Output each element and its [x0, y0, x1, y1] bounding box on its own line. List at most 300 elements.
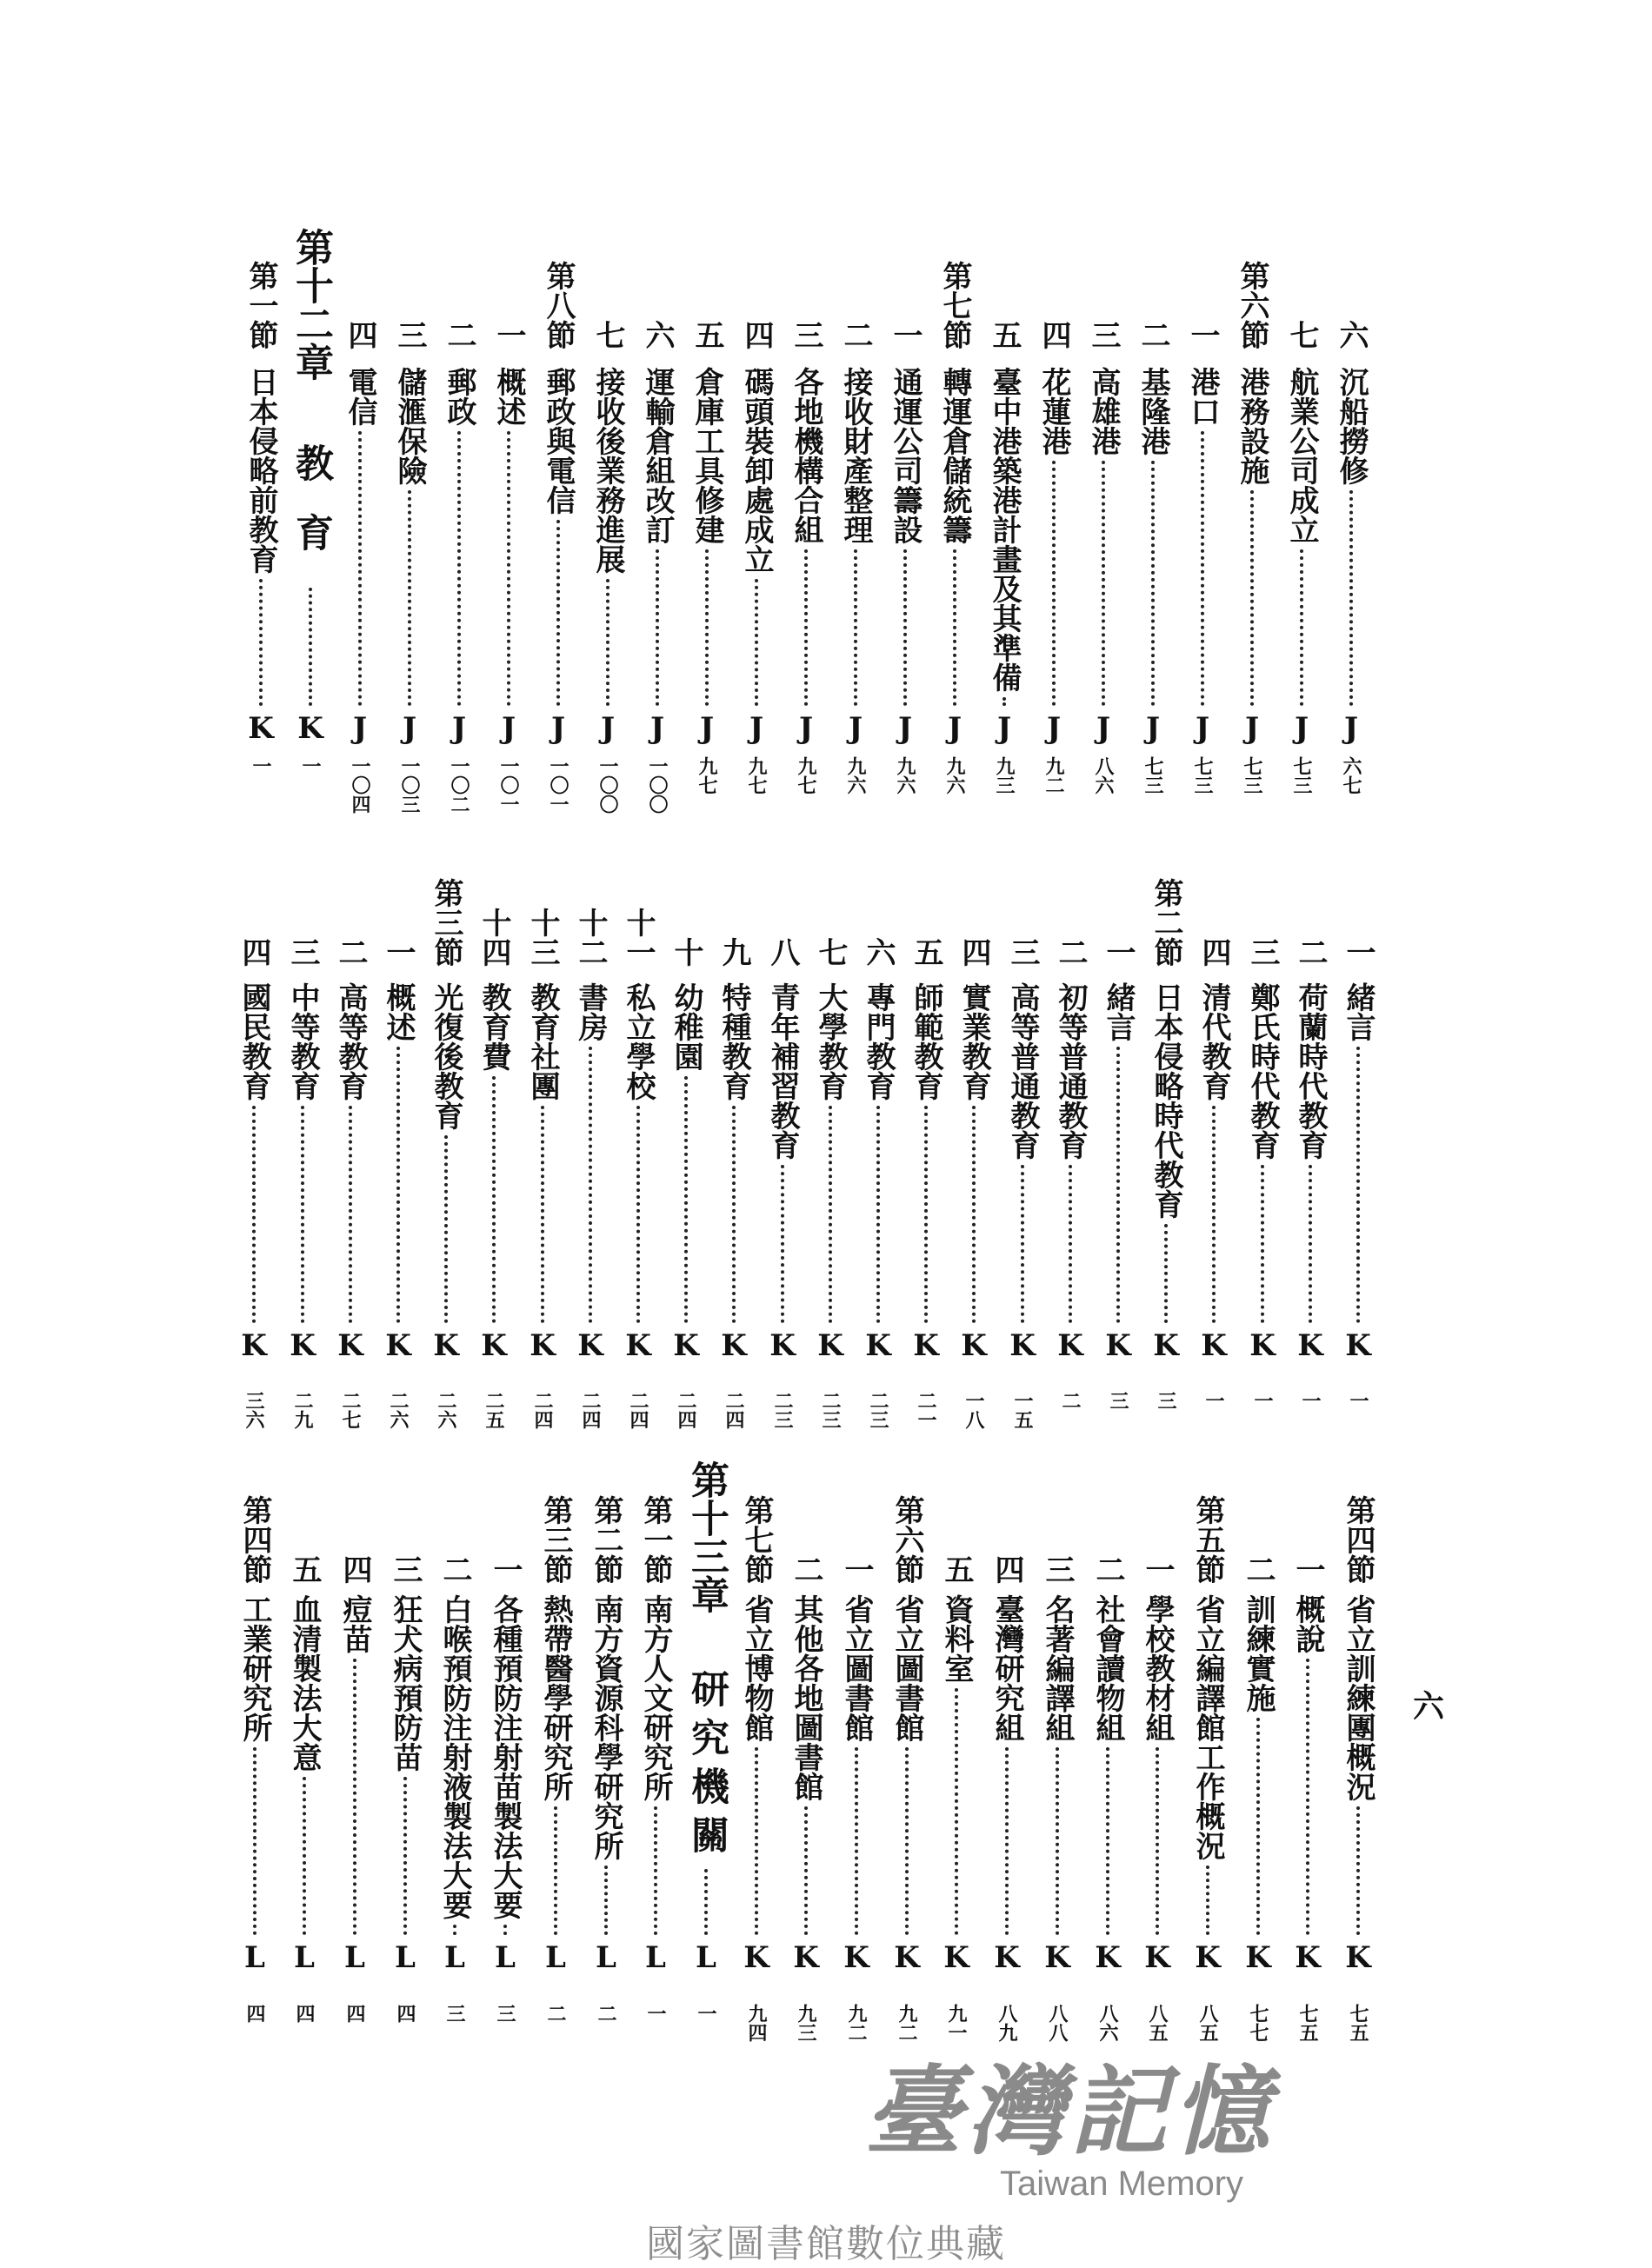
entry-number	[472, 908, 516, 967]
page-ref	[1136, 2004, 1179, 2042]
entry-number	[634, 1495, 677, 1584]
entry-number	[933, 261, 976, 349]
entry-title: 工業研究所	[237, 1594, 272, 1742]
entry-number	[1230, 261, 1274, 349]
page-ref	[1082, 756, 1125, 795]
chapter-heading	[684, 1460, 728, 1613]
entry-body	[487, 367, 530, 746]
entry-title: 省立博物館	[739, 1594, 774, 1742]
entry-body	[712, 982, 756, 1363]
page-ref-number: 一〇一	[547, 756, 570, 814]
entry-number	[1181, 320, 1224, 349]
entry-marker: 三	[392, 320, 427, 349]
page-ref	[1286, 2004, 1329, 2042]
entry-marker: 三	[1040, 1554, 1075, 1584]
part-letter: L	[344, 1940, 365, 1975]
entry-title: 熱帶醫學研究所	[538, 1594, 573, 1801]
page-ref	[376, 1391, 420, 1429]
page-ref	[784, 756, 828, 795]
page-ref	[983, 756, 1026, 795]
dot-leader	[556, 520, 560, 706]
entry-marker: 二	[1090, 1554, 1125, 1584]
entry-title: 各種預防注射苗製法大要	[488, 1594, 523, 1919]
dot-leader	[408, 490, 411, 706]
page-ref-number: 四	[343, 2004, 366, 2023]
page-ref-number: 二	[544, 2004, 567, 2023]
part-letter: J	[749, 711, 764, 746]
page-ref	[424, 1391, 468, 1429]
dot-leader	[972, 1106, 976, 1323]
dot-leader	[704, 1869, 708, 1935]
dot-leader	[755, 579, 758, 706]
entry-number	[483, 1554, 527, 1584]
entry-title: 其他各地圖書館	[789, 1594, 823, 1801]
dot-leader	[636, 1106, 640, 1323]
page-ref	[809, 1391, 852, 1429]
page-ref	[1329, 756, 1373, 795]
entry-body	[684, 1669, 728, 1975]
page-ref-number: 一五	[1011, 1391, 1034, 1429]
entry-marker: 第六節	[1235, 261, 1269, 349]
entry-number	[232, 937, 276, 967]
page-ref	[388, 756, 431, 814]
page-ref	[483, 2004, 527, 2023]
dot-leader	[924, 1106, 928, 1323]
part-letter: K	[433, 1328, 459, 1363]
page-ref-number: 三	[1155, 1391, 1177, 1410]
part-letter: K	[297, 711, 323, 746]
entry-number	[685, 320, 729, 349]
dot-leader	[589, 1047, 592, 1323]
page-ref	[232, 1391, 276, 1429]
page-ref	[1144, 1391, 1188, 1410]
entry-marker: 十三	[525, 908, 560, 967]
entry-body	[1329, 367, 1373, 746]
page-ref	[569, 1391, 612, 1429]
dot-leader	[905, 1747, 909, 1935]
entry-number	[712, 937, 756, 967]
entry-marker: 一	[1341, 937, 1376, 967]
entry-marker: 第十二章	[289, 228, 333, 381]
entry-body	[1241, 982, 1284, 1363]
entry-marker: 三	[789, 320, 823, 349]
entry-body	[1001, 982, 1044, 1363]
entry-body	[586, 367, 629, 746]
entry-body	[1192, 982, 1236, 1363]
entry-title: 高等教育	[333, 982, 368, 1101]
entry-marker: 七	[813, 937, 848, 967]
entry-body	[885, 1594, 929, 1975]
dot-leader	[1349, 490, 1353, 706]
dot-leader	[804, 549, 808, 706]
dot-leader	[1261, 1165, 1264, 1323]
page-ref-number: 二三	[867, 1391, 889, 1429]
part-letter: L	[495, 1940, 516, 1975]
page-ref	[784, 2004, 828, 2042]
entry-body	[239, 367, 283, 746]
entry-number	[1032, 320, 1076, 349]
page-ref-number: 九四	[745, 2004, 768, 2042]
entry-marker: 十二	[573, 908, 608, 967]
entry-number	[383, 1554, 427, 1584]
part-letter: K	[241, 1328, 267, 1363]
page-ref-number: 七五	[1347, 2004, 1369, 2042]
part-letter: K	[1297, 1328, 1323, 1363]
part-letter: J	[699, 711, 715, 746]
page-ref-number: 八九	[996, 2004, 1018, 2042]
page-ref	[1289, 1391, 1332, 1410]
dot-leader	[1156, 1747, 1159, 1935]
entry-marker: 一	[1185, 320, 1220, 349]
entry-body	[283, 1594, 326, 1975]
entry-marker: 四	[989, 1554, 1024, 1584]
entry-body	[1286, 1594, 1329, 1975]
dot-leader	[554, 1806, 557, 1935]
page-ref-number: 一	[250, 756, 272, 775]
page-ref-number: 二四	[579, 1391, 602, 1429]
entry-marker: 五	[287, 1554, 322, 1584]
entry-title: 碼頭裝卸處成立	[739, 367, 774, 574]
page-ref-number: 九三	[993, 756, 1016, 795]
page-ref-number: 二九	[291, 1391, 314, 1429]
dot-leader	[1164, 1224, 1168, 1323]
page-ref	[835, 2004, 878, 2042]
entry-title: 臺灣研究組	[989, 1594, 1024, 1742]
dot-leader	[955, 1688, 958, 1935]
entry-number	[1236, 1554, 1280, 1584]
entry-marker: 第一節	[243, 261, 278, 349]
entry-title: 狂犬病預防苗	[388, 1594, 423, 1772]
entry-body	[634, 1594, 677, 1975]
dot-leader	[259, 579, 263, 706]
part-letter: L	[696, 1940, 716, 1975]
entry-marker: 五	[987, 320, 1022, 349]
part-letter: J	[501, 711, 516, 746]
entry-marker: 三	[1005, 937, 1040, 967]
part-letter: K	[1245, 1940, 1271, 1975]
entry-marker: 七	[1284, 320, 1319, 349]
entry-body	[333, 1594, 376, 1975]
dot-leader	[1052, 461, 1056, 706]
entry-body	[383, 1594, 427, 1975]
entry-body	[904, 982, 948, 1363]
page-ref	[834, 756, 877, 795]
entry-number	[1241, 937, 1284, 967]
part-letter: K	[721, 1328, 747, 1363]
page-ref-number: 一〇三	[398, 756, 421, 814]
page-ref	[616, 1391, 660, 1429]
dot-leader	[684, 1076, 688, 1323]
dot-leader	[301, 1106, 304, 1323]
entry-body	[1336, 1594, 1380, 1975]
page-ref-number: 三	[1107, 1391, 1129, 1410]
page-ref-number: 二五	[483, 1391, 505, 1429]
part-letter: K	[769, 1328, 796, 1363]
entry-body	[983, 367, 1026, 746]
entry-body	[376, 982, 420, 1363]
part-letter: J	[1145, 711, 1161, 746]
entry-title: 名著編譯組	[1040, 1594, 1075, 1742]
entry-marker: 一	[1140, 1554, 1175, 1584]
part-letter: K	[385, 1328, 411, 1363]
dot-leader	[252, 1106, 256, 1323]
entry-marker: 第三節	[538, 1495, 573, 1584]
page-ref-number: 二四	[531, 1391, 554, 1429]
dot-leader	[492, 1076, 496, 1323]
entry-marker: 第二節	[1149, 878, 1183, 967]
entry-marker: 三	[1086, 320, 1121, 349]
entry-number	[883, 320, 927, 349]
entry-title: 省立訓練團概況	[1341, 1594, 1376, 1801]
dot-leader	[855, 1747, 858, 1935]
entry-body	[809, 982, 852, 1363]
page-ref	[1032, 756, 1076, 795]
dot-leader	[1300, 549, 1303, 706]
footer-credit: 國家圖書館數位典藏	[646, 2222, 1006, 2266]
entry-marker: 三	[1245, 937, 1280, 967]
dot-leader	[1206, 1866, 1209, 1935]
dot-leader	[1116, 1047, 1120, 1323]
page-ref-number: 八六	[1096, 2004, 1119, 2042]
entry-number	[1186, 1495, 1229, 1584]
page-ref	[883, 756, 927, 795]
entry-marker: 四	[236, 937, 271, 967]
entry-title: 概述	[381, 982, 416, 1041]
entry-body	[1181, 367, 1224, 746]
page-ref-number: 一八	[963, 1391, 985, 1429]
part-letter: J	[1046, 711, 1062, 746]
entry-title: 日本侵略前教育	[243, 367, 278, 574]
page-ref	[735, 2004, 778, 2042]
entry-number	[437, 320, 481, 349]
entry-marker: 二	[838, 320, 873, 349]
part-letter: K	[1044, 1940, 1070, 1975]
page-ref-number: 九六	[894, 756, 916, 795]
page-ref-number: 二七	[339, 1391, 362, 1429]
page-ref-number: 八六	[1092, 756, 1115, 795]
page-ref-number: 九三	[795, 2004, 817, 2042]
dot-leader	[829, 1106, 832, 1323]
page-ref	[383, 2004, 427, 2023]
part-letter: J	[798, 711, 814, 746]
entry-marker: 五	[689, 320, 724, 349]
entry-number	[664, 937, 708, 967]
entry-body	[784, 367, 828, 746]
entry-title: 初等普通教育	[1053, 982, 1088, 1160]
page-ref	[761, 1391, 804, 1429]
entry-body	[616, 982, 660, 1363]
part-letter: J	[550, 711, 566, 746]
entry-title: 基隆港	[1136, 367, 1170, 456]
part-letter: L	[294, 1940, 315, 1975]
entry-number	[1192, 937, 1236, 967]
part-letter: K	[793, 1940, 819, 1975]
dot-leader	[507, 431, 510, 706]
part-letter: K	[673, 1328, 699, 1363]
page-ref	[239, 756, 283, 775]
part-letter: K	[1105, 1328, 1131, 1363]
dot-leader	[457, 431, 461, 706]
entry-body	[424, 982, 468, 1363]
entry-number	[433, 1554, 476, 1584]
page-ref-number: 二	[1059, 1391, 1082, 1410]
part-letter: L	[596, 1940, 616, 1975]
entry-body	[1136, 1594, 1179, 1975]
part-letter: K	[1201, 1328, 1227, 1363]
entry-number	[735, 320, 778, 349]
entry-number	[1082, 320, 1125, 349]
dot-leader	[1151, 461, 1155, 706]
page-ref	[1336, 1391, 1380, 1410]
page-ref	[1230, 756, 1274, 795]
entry-body	[584, 1594, 628, 1975]
part-letter: K	[1345, 1328, 1371, 1363]
entry-title: 南方人文研究所	[638, 1594, 673, 1801]
entry-title: 私立學校	[621, 982, 656, 1101]
entry-title: 鄭氏時代教育	[1245, 982, 1280, 1160]
entry-title: 高等普通教育	[1005, 982, 1040, 1160]
entry-number	[586, 320, 629, 349]
entry-marker: 四	[337, 1554, 372, 1584]
page-ref	[1036, 2004, 1079, 2042]
entry-title: 實業教育	[956, 982, 991, 1101]
entry-title: 接收財產整理	[838, 367, 873, 544]
entry-number	[952, 937, 996, 967]
part-letter: K	[1095, 1940, 1121, 1975]
part-letter: K	[943, 1940, 969, 1975]
page-ref	[636, 756, 679, 814]
page-ref-number: 二三	[771, 1391, 794, 1429]
page-ref-number: 一〇一	[497, 756, 520, 814]
entry-body	[636, 367, 679, 746]
part-letter: J	[947, 711, 963, 746]
page-ref	[634, 2004, 677, 2023]
entry-marker: 十一	[621, 908, 656, 967]
part-letter: J	[600, 711, 616, 746]
dot-leader	[604, 1866, 608, 1935]
entry-body	[1096, 982, 1140, 1363]
dot-leader	[1356, 1806, 1360, 1935]
entry-number	[835, 1554, 878, 1584]
page-ref	[1241, 1391, 1284, 1410]
entry-title: 研究機關	[684, 1669, 729, 1864]
entry-title: 教育社團	[525, 982, 560, 1101]
entry-body	[735, 367, 778, 746]
entry-title: 花蓮港	[1036, 367, 1071, 456]
page-ref	[1001, 1391, 1044, 1429]
entry-body	[437, 367, 481, 746]
page-ref-number: 七三	[1191, 756, 1214, 795]
entry-title: 教育費	[476, 982, 511, 1071]
dot-leader	[1256, 1718, 1260, 1935]
entry-number	[233, 1495, 276, 1584]
page-ref	[1086, 2004, 1129, 2042]
entry-marker: 第十三章	[684, 1460, 729, 1613]
page-ref-number: 九一	[945, 2004, 968, 2042]
page-ref-number: 二六	[387, 1391, 410, 1429]
entry-number	[935, 1554, 978, 1584]
page-ref-number: 九七	[795, 756, 817, 795]
entry-title: 電信	[343, 367, 377, 426]
part-letter: K	[1009, 1328, 1036, 1363]
watermark-logo	[826, 2055, 1313, 2203]
entry-number	[239, 261, 283, 349]
page-ref	[534, 2004, 577, 2023]
entry-title: 大學教育	[813, 982, 848, 1101]
dot-leader	[804, 1806, 808, 1935]
entry-body	[338, 367, 382, 746]
entry-title: 省立圖書館	[889, 1594, 924, 1742]
dot-leader	[1201, 431, 1204, 706]
entry-title: 痘苗	[337, 1594, 372, 1653]
entry-marker: 四	[1196, 937, 1231, 967]
part-letter: L	[645, 1940, 666, 1975]
entry-title: 通運公司籌設	[888, 367, 923, 544]
entry-body	[761, 982, 804, 1363]
entry-body	[472, 982, 516, 1363]
page-ref	[437, 756, 481, 814]
dot-leader	[755, 1747, 758, 1935]
page-ref	[233, 2004, 276, 2023]
entry-marker: 第一節	[638, 1495, 673, 1584]
entry-number	[1289, 937, 1332, 967]
page-ref	[685, 756, 729, 795]
part-letter: K	[894, 1940, 920, 1975]
entry-marker: 十四	[476, 908, 511, 967]
page-ref-number: 一	[1202, 1391, 1225, 1410]
page-ref-number: 二四	[627, 1391, 649, 1429]
entry-title: 各地機構合組	[789, 367, 823, 544]
dot-leader	[654, 1806, 657, 1935]
part-letter: K	[994, 1940, 1020, 1975]
part-letter: K	[1249, 1328, 1276, 1363]
entry-title: 荷蘭時代教育	[1293, 982, 1328, 1160]
entry-body	[1280, 367, 1323, 746]
entry-marker: 五	[909, 937, 943, 967]
dot-leader	[1356, 1047, 1360, 1323]
entry-marker: 第四節	[1341, 1495, 1376, 1584]
entry-marker: 六	[640, 320, 675, 349]
page-ref-number: 三	[494, 2004, 516, 2023]
entry-number	[1036, 1554, 1079, 1584]
entry-marker: 二	[1136, 320, 1170, 349]
entry-title: 倉庫工具修建	[689, 367, 724, 544]
part-letter: K	[1144, 1940, 1170, 1975]
part-letter: K	[1345, 1940, 1371, 1975]
page-ref-number: 四	[394, 2004, 416, 2023]
page-ref-number: 一	[1251, 1391, 1274, 1410]
entry-marker: 一	[381, 937, 416, 967]
entry-body	[1230, 367, 1274, 746]
dot-leader	[303, 1777, 306, 1935]
dot-leader	[732, 1106, 736, 1323]
page-ref	[584, 2004, 628, 2023]
entry-body	[1082, 367, 1125, 746]
entry-body	[985, 1594, 1029, 1975]
page-ref-number: 二三	[819, 1391, 842, 1429]
dot-leader	[403, 1777, 407, 1935]
entry-number	[283, 1554, 326, 1584]
entry-body	[834, 367, 877, 746]
entry-body	[1032, 367, 1076, 746]
entry-title: 資料室	[939, 1594, 974, 1683]
page-ref	[952, 1391, 996, 1429]
entry-body	[883, 367, 927, 746]
dot-leader	[503, 1925, 507, 1935]
part-letter: K	[1295, 1940, 1321, 1975]
part-letter: L	[545, 1940, 566, 1975]
entry-marker: 一	[839, 1554, 874, 1584]
